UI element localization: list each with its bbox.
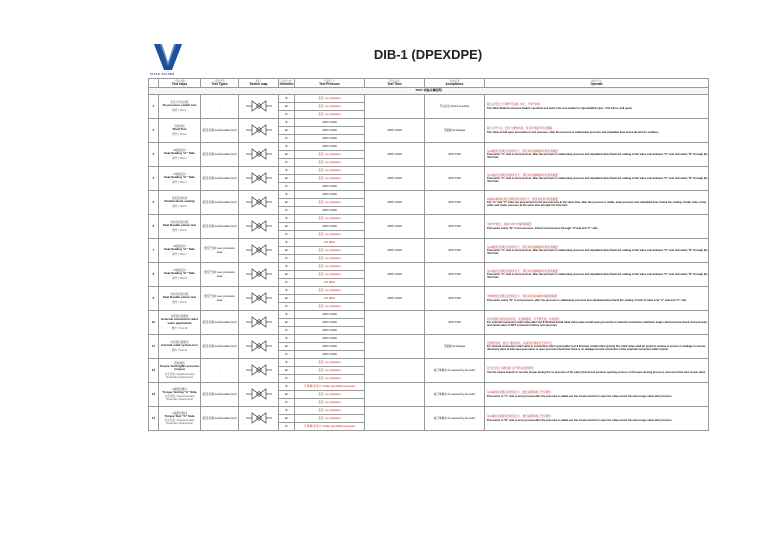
step-sub: 操作 / Test 3 (172, 156, 187, 160)
operate-en: For internal connection relief valve to connection relief system,after test 8 finished, install relief system) The relief valve shall be tested in volume to ensure no leakage in reverse direction) valve at half open,pressurize to open pressure,check that there is no leakage around connection of the external connection relief system (487, 344, 706, 352)
acceptance: 按订单要求 As required by the order (425, 359, 485, 383)
test-time: APP/ 1000 (365, 239, 425, 263)
acceptance: APP/ 1000 (425, 191, 485, 215)
valve-symbol-icon (246, 397, 272, 401)
step-name-cn: A端扭矩测试 (172, 387, 187, 391)
valve-symbol-icon (246, 349, 272, 353)
step-name-cell (159, 263, 201, 287)
test-pressure: APP/ 1000 (295, 351, 365, 359)
direction: A (279, 287, 295, 295)
direction: B (279, 343, 295, 351)
test-type: 液压试验 Hydrostatic Test (201, 383, 239, 407)
operate-cell (485, 95, 709, 119)
test-pressure: APP/ 1000 (295, 191, 365, 199)
direction: C (279, 159, 295, 167)
operate-cell (485, 215, 709, 239)
valve-symbol-icon (246, 253, 272, 257)
test-time: APP/ 1000 (365, 263, 425, 287)
step-number: 4 (149, 167, 159, 191)
operate-cn: 从C端加压到规定的试验压力，保压并检查B端和中腔的泄漏量 (487, 269, 559, 273)
test-pressure: 无压 no pressure (295, 215, 365, 223)
test-pressure: 无压 no pressure (295, 111, 365, 119)
direction: B (279, 175, 295, 183)
test-pressure: 无压 no pressure (295, 95, 365, 103)
operate-en: Pressurize "A" side to test pressure ,after the pressure is stable,keep pressure and stipulated time,Check the sealing of the valve seat between "A" side and cavity "B" through the Vent hole (487, 152, 708, 160)
operate-cn: 从A端加压到规定的试验压力，稳压后测试阀门开启扭矩 (487, 391, 551, 395)
test-time: - (365, 383, 425, 407)
test-pressure: 无压 no pressure (295, 255, 365, 263)
acceptance: APP/ 1000 (425, 239, 485, 263)
header-direction: 试验方向 Direction (279, 79, 294, 86)
direction: B (279, 295, 295, 303)
step-name-en: Shell Test (172, 127, 187, 132)
step-name-cn: 壳体试验 (174, 125, 185, 129)
operate-en: Pressurize cavity "B" to test pressure ,after the pressure is stable,keep pressure and stipulated time,Check the sealing of both of valve seat "A" side and "C" side (487, 298, 687, 302)
step-name-cell (159, 335, 201, 359)
header-test-types: 试验类型 Test Types (201, 79, 239, 88)
sketch-map (239, 335, 279, 359)
step-name-en: Torque Testing(No pressure torque) (159, 363, 200, 372)
test-time: - (365, 335, 425, 359)
step-name-cell (159, 119, 201, 143)
direction: C (279, 375, 295, 383)
acceptance: APP/ 1000 (425, 287, 485, 311)
table-row (149, 95, 709, 103)
direction: A (279, 167, 295, 175)
direction: B (279, 319, 295, 327)
test-pressure: 无压 no pressure (295, 407, 365, 415)
test-pressure: 无压 no pressure (295, 415, 365, 423)
step-number: 7 (149, 239, 159, 263)
valve-symbol-icon (246, 325, 272, 329)
steps-body (149, 95, 709, 431)
step-name-en: Seat Sealing "C" Side (164, 271, 195, 276)
step-number: 10 (149, 311, 159, 335)
step-name-cn: C端座密封 (173, 269, 186, 273)
test-type: 液压试验 Hydrostatic Test (201, 191, 239, 215)
acceptance: 开关灵活 Switch smoothly (425, 95, 485, 119)
direction: B (279, 103, 295, 111)
step-name-cn: 内部泄压阀测试 (170, 341, 189, 345)
table-row (149, 143, 709, 151)
test-pressure: 无压 no pressure (295, 103, 365, 111)
direction: A (279, 383, 295, 391)
step-number: 9 (149, 287, 159, 311)
step-number: 14 (149, 407, 159, 431)
direction: A (279, 191, 295, 199)
step-sub: 操作 / Test 6 (172, 228, 187, 232)
test-pressure: APP/ 1000 (295, 127, 365, 135)
step-sub: 补充试验 / Supplementary Test(order requirement) (164, 395, 195, 402)
step-number: 5 (149, 191, 159, 215)
test-pressure: 无压 no pressure (295, 303, 365, 311)
sketch-map (239, 359, 279, 383)
acceptance: 无泄漏 No leakage (425, 119, 485, 143)
operate-en: Pressurize to "B" side to test pressure,after the pressure is stable,use the torque wrench to open the valve,record the max torque value with pressure (487, 418, 672, 422)
step-sub: 操作 / Test 1 (172, 108, 187, 112)
test-pressure: 无压 no pressure (295, 367, 365, 375)
header-test-pressure: 试验压力 Test Pressure (295, 79, 365, 88)
test-time: APP/ 1000 (365, 143, 425, 167)
table-row (149, 239, 709, 247)
document-title: DIB-1 (DPEXDPE) (373, 47, 483, 62)
operate-en: Pressurize cavity "B" to test pressure ,Check vent pressure through "A"side and "C" side (487, 226, 598, 230)
test-pressure: 订单要求压力 Order specified pressure (295, 383, 365, 391)
step-name-cell (159, 287, 201, 311)
operate-cell (485, 263, 709, 287)
operate-cell (485, 311, 709, 335)
step-name-en: Seat Sealing "C" Side (164, 175, 195, 180)
step-sub: 操作 / Test 8 (172, 276, 187, 280)
operate-cell (485, 335, 709, 359)
step-sub: 操作 / Test 4 (172, 180, 187, 184)
test-pressure: APP/ 1000 (295, 135, 365, 143)
step-name-cn: C端座密封 (173, 173, 186, 177)
operate-cn: 阀门半开半关，按压力要求试验，所有外表面无可见泄漏 (487, 127, 552, 131)
direction: C (279, 423, 295, 431)
direction: B (279, 367, 295, 375)
direction: C (279, 399, 295, 407)
direction: C (279, 279, 295, 287)
step-sub: 操作 / Test 2 (172, 132, 187, 136)
operate-cn: 中腔"B"加压，检查"A"和"C"端的泄漏量 (487, 223, 532, 227)
direction: C (279, 111, 295, 119)
direction: C (279, 231, 295, 239)
test-pressure: APP/ 1000 (295, 119, 365, 127)
valve-symbol-icon (246, 157, 272, 161)
direction: C (279, 255, 295, 263)
operate-cn: 从C端加压到规定的试验压力，保压并检查B端和中腔的泄漏量 (487, 173, 559, 177)
operate-en: For external connection relief valve,after test 8 finished,install relief valve,valve at half open,pressurize to external connection relief,then begin relief pressure,check vent pressure and check valve of NPT connection before vent pressure (487, 320, 708, 328)
header-test-steps: 试验步骤 Test steps (159, 79, 201, 88)
test-pressure: APP/ 1000 (295, 143, 365, 151)
table-row (149, 287, 709, 295)
table-row (149, 119, 709, 127)
valve-symbol-icon (246, 109, 272, 113)
test-type: 液压试验 Hydrostatic Test (201, 407, 239, 431)
test-time: - (365, 359, 425, 383)
operate-cell (485, 191, 709, 215)
table-row (149, 407, 709, 415)
direction: B (279, 223, 295, 231)
step-name-cell (159, 191, 201, 215)
step-name-cn: A端座密封 (173, 245, 186, 249)
operate-cell (485, 287, 709, 311)
step-name-en: Torque Test "C" Side (164, 413, 195, 418)
operate-cn: 从C端加压到规定的试验压力，稳压后测试阀门开启扭矩 (487, 415, 552, 419)
step-sub: 补充试验 / Supplementary Test(order requirement) (164, 419, 195, 426)
operate-cell (485, 119, 709, 143)
test-pressure: APP/ 1000 (295, 207, 365, 215)
acceptance: 无泄漏 No leakage (425, 335, 485, 359)
step-name-en: Torque Testing "A" Side (162, 389, 197, 394)
test-pressure: 无压 no pressure (295, 399, 365, 407)
operate-cell (485, 143, 709, 167)
test-pressure: 无压 no pressure (295, 271, 365, 279)
step-name-cell (159, 95, 201, 119)
test-pressure: 无压 no pressure (295, 359, 365, 367)
direction: A (279, 95, 295, 103)
operate-cell (485, 359, 709, 383)
test-pressure: APP/ 1000 (295, 343, 365, 351)
table-row (149, 191, 709, 199)
step-number: 6 (149, 215, 159, 239)
step-number: 2 (149, 119, 159, 143)
test-pressure: 0.6 MPa (295, 295, 365, 303)
operate-cell (485, 239, 709, 263)
test-time: APP/ 1000 (365, 215, 425, 239)
operate-cn: 将外部泄压阀连接到中腔，关闭隔离阀，打开泄压阀，检查泄压 (487, 317, 560, 321)
operate-en: Pressurize to "A" side to test pressure,after the pressure is stable,use the torque wrench to open the valve,record the max torque value with pressure (487, 394, 672, 398)
test-type: 液压试验 Hydrostatic Test (201, 119, 239, 143)
direction: B (279, 391, 295, 399)
step-name-en: External connection relief valve applicable) (161, 317, 198, 325)
step-sub: 操作 / Test 10 (171, 326, 188, 330)
acceptance: 按订单要求 As required by the order (425, 383, 485, 407)
test-type: 液压试验 Hydrostatic Test (201, 215, 239, 239)
direction: A (279, 143, 295, 151)
test-time: APP/ 1000 (365, 119, 425, 143)
test-pressure: APP/ 1000 (295, 327, 365, 335)
direction: A (279, 239, 295, 247)
section-label: TEST 试验步骤说明 (149, 88, 709, 95)
acceptance: APP/ 1000 (425, 143, 485, 167)
direction: C (279, 207, 295, 215)
operate-en: Pressurize "C" side to test pressure ,after the pressure is stable,keep pressure and stipulated time,Check the sealing of the valve seat between "C" side and cavity "B" through the Vent hole (487, 176, 708, 184)
operate-cell (485, 407, 709, 431)
header (148, 41, 708, 77)
table-row (149, 311, 709, 319)
operate-cn: 从A端加压到规定的试验压力，保压并检查B端和中腔的泄漏量 (487, 149, 558, 153)
direction: B (279, 151, 295, 159)
test-pressure: 无压 no pressure (295, 375, 365, 383)
operate-en: Pressurize "C" side to test pressure ,after the pressure is stable,keep pressure and stipulated time,Check the sealing of the valve seat between "C" side and cavity "B" through the Vent hole (487, 272, 708, 280)
acceptance: 按订单要求 As required by the order (425, 407, 485, 431)
valve-symbol-icon (246, 277, 272, 281)
step-name-cn: A端座密封 (173, 149, 186, 153)
step-name-cell (159, 383, 201, 407)
step-name-en: No pressure switch test (162, 103, 197, 108)
test-type: - (201, 359, 239, 383)
test-type: 液压试验 Hydrostatic Test (201, 335, 239, 359)
test-pressure: APP/ 1000 (295, 319, 365, 327)
step-number: 13 (149, 383, 159, 407)
step-name-en: Seat Double piston test (162, 223, 197, 228)
sketch-map (239, 215, 279, 239)
test-pressure: APP/ 1000 (295, 183, 365, 191)
sketch-map (239, 263, 279, 287)
operate-cn: A端和C端同时加压到规定的试验压力，保压并检查中腔泄漏量 (487, 197, 559, 201)
test-pressure: APP/ 1000 (295, 335, 365, 343)
operate-en: The "A" and "C" sides are pressurized to the test pressure at the same time, after the pressure is stable, keep pressure and stipulated time, Check the sealing of both sides of the valve seat under pressure at the same time through the Vent hole (487, 200, 707, 208)
sketch-map (239, 191, 279, 215)
acceptance: APP/ 1000 (425, 311, 485, 335)
step-name-cn: 双向压密封试验 (170, 221, 189, 225)
table-row (149, 335, 709, 343)
step-number: 11 (149, 335, 159, 359)
direction: B (279, 415, 295, 423)
test-type: 低压气体 Low pressure Gas (201, 263, 239, 287)
sketch-map (239, 311, 279, 335)
table-row (149, 215, 709, 223)
step-name-en: Seat Sealing "A" Side (164, 247, 195, 252)
test-pressure: 无压 no pressure (295, 391, 365, 399)
step-number: 8 (149, 263, 159, 287)
test-pressure: 无压 no pressure (295, 151, 365, 159)
operate-cn: 中腔B加压到规定的试验压力，保压并检查A端和C端的泄漏量 (487, 295, 558, 299)
header-operate: 操作方法 Operate (485, 79, 709, 88)
direction: A (279, 311, 295, 319)
test-type: 液压试验 Hydrostatic Test (201, 143, 239, 167)
test-pressure: 0.6 MPa (295, 239, 365, 247)
sketch-map (239, 383, 279, 407)
valve-symbol-icon (246, 133, 272, 137)
step-name-cn: 扭矩测试 (174, 361, 185, 365)
step-name-cn: 双座密封试验 (171, 197, 188, 201)
step-sub: 操作 / Test 9 (172, 300, 187, 304)
sketch-map (239, 287, 279, 311)
acceptance: APP/ 1000 (425, 263, 485, 287)
step-name-en: Internal relief system test (161, 343, 198, 348)
sketch-map (239, 119, 279, 143)
test-type: 低压气体 Low pressure Gas (201, 287, 239, 311)
test-pressure: 无压 no pressure (295, 263, 365, 271)
direction: C (279, 303, 295, 311)
step-name-cn: 无压力开关试验 (170, 101, 189, 105)
operate-en: Use the torque wrench to test the torque during the no pressure of the valve (full closed position opening process or full open closing process), and record the max torque value (487, 370, 706, 374)
table-row (149, 263, 709, 271)
test-type: 液压试验 Hydrostatic Test (201, 311, 239, 335)
sketch-map (239, 143, 279, 167)
step-name-cell (159, 359, 201, 383)
operate-en: The Valve Shall be pressure Switch operation test before the test medium is injected(Full open - Full Close -Full open) (487, 106, 632, 110)
sketch-map (239, 239, 279, 263)
test-pressure: 无压 no pressure (295, 247, 365, 255)
test-pressure: APP/ 1000 (295, 311, 365, 319)
valve-symbol-icon (246, 373, 272, 377)
table-row (149, 359, 709, 367)
operate-en: The valve at half open pressurize to test pressure, after the pressure is stable,keep pressure and stipulated time,check all exterior surfaces (487, 130, 659, 134)
step-name-cell (159, 143, 201, 167)
step-name-en: Seat Sealing "A" Side (164, 151, 195, 156)
step-name-en: Seat Double piston test (162, 295, 197, 300)
table-row (149, 383, 709, 391)
test-pressure: 无压 no pressure (295, 287, 365, 295)
sketch-map (239, 95, 279, 119)
step-number: 12 (149, 359, 159, 383)
operate-cn: 阀门在无压力下操作开关阀门3次，不带介质时 (487, 103, 541, 107)
step-number: 3 (149, 143, 159, 167)
step-sub: 补充试验 / Supplementary Test(order requirement) (164, 373, 195, 380)
direction: B (279, 127, 295, 135)
test-pressure: 无压 no pressure (295, 199, 365, 207)
header-acceptance: 验收标准 Acceptance (425, 79, 485, 88)
operate-cn: 在无压状态下测试阀门打开和关闭的扭矩 (487, 367, 534, 371)
direction: A (279, 359, 295, 367)
sketch-map (239, 407, 279, 431)
direction: C (279, 183, 295, 191)
test-pressure: 无压 no pressure (295, 175, 365, 183)
step-name-en: Double block sealing (164, 199, 195, 204)
sketch-map (239, 167, 279, 191)
step-number: 1 (149, 95, 159, 119)
acceptance: APP/ 1000 (425, 167, 485, 191)
step-name-cell (159, 239, 201, 263)
direction: A (279, 215, 295, 223)
test-pressure: APP/ 1000 (295, 223, 365, 231)
test-time: APP/ 1000 (365, 167, 425, 191)
operate-cell (485, 383, 709, 407)
direction: B (279, 271, 295, 279)
operate-en: Pressurize "A" side to test pressure ,after the pressure is stable,keep pressure and stipulated time,Check the sealing of the valve seat between "A" side and cavity "B" through the Vent hole (487, 248, 708, 256)
valve-symbol-icon (246, 301, 272, 305)
step-name-cell (159, 167, 201, 191)
direction: A (279, 407, 295, 415)
operate-cn: 从A端加压到规定的试验压力，保压并检查B端和中腔的泄漏量 (487, 245, 558, 249)
direction: C (279, 351, 295, 359)
test-time: APP/ 1000 (365, 287, 425, 311)
step-name-cn: C端扭矩测试 (172, 411, 187, 415)
header-test-time: 保压时间 Test Time (365, 79, 425, 88)
test-time: - (365, 407, 425, 431)
test-pressure: 无压 no pressure (295, 167, 365, 175)
valve-symbol-icon (246, 229, 272, 233)
test-type: 液压试验 Hydrostatic Test (201, 167, 239, 191)
step-sub: 操作 / Test 7 (172, 252, 187, 256)
test-time: - (365, 311, 425, 335)
direction: C (279, 135, 295, 143)
header-sketch-map: 阀门 Sketch map (239, 79, 279, 88)
direction: C (279, 327, 295, 335)
step-name-cell (159, 215, 201, 239)
test-pressure: 订单要求压力 Order specified pressure (295, 423, 365, 431)
step-sub: 操作 / Test 11 (171, 348, 188, 352)
valve-symbol-icon (246, 205, 272, 209)
header-num (149, 79, 159, 88)
direction: B (279, 199, 295, 207)
test-pressure: 0.6 MPa (295, 279, 365, 287)
valve-symbol-icon (246, 181, 272, 185)
test-pressure: 无压 no pressure (295, 159, 365, 167)
step-name-cn: 双向压密封试验 (170, 293, 189, 297)
test-time: APP/ 1000 (365, 191, 425, 215)
step-sub: 操作 / Test 5 (172, 204, 187, 208)
step-name-cell (159, 311, 201, 335)
direction: A (279, 119, 295, 127)
operate-cell (485, 167, 709, 191)
table-row (149, 167, 709, 175)
step-name-cell (159, 407, 201, 431)
table-header-row (149, 79, 709, 88)
test-procedure-table (148, 78, 709, 431)
test-pressure: 无压 no pressure (295, 231, 365, 239)
acceptance: APP/ 1000 (425, 215, 485, 239)
test-type: - (201, 95, 239, 119)
step-name-cn: 外部泄压阀测试 (170, 315, 189, 319)
test-type: 低压气体 Low pressure Gas (201, 239, 239, 263)
direction: B (279, 247, 295, 255)
direction: A (279, 335, 295, 343)
operate-cn: 安装泄压阀，按压力要求试验，检查泄压阀是否正常开启 (487, 341, 552, 345)
valve-symbol-icon (246, 421, 272, 425)
test-time: - (365, 95, 425, 119)
company-name: VITAS VALVES (150, 72, 175, 76)
direction: A (279, 263, 295, 271)
